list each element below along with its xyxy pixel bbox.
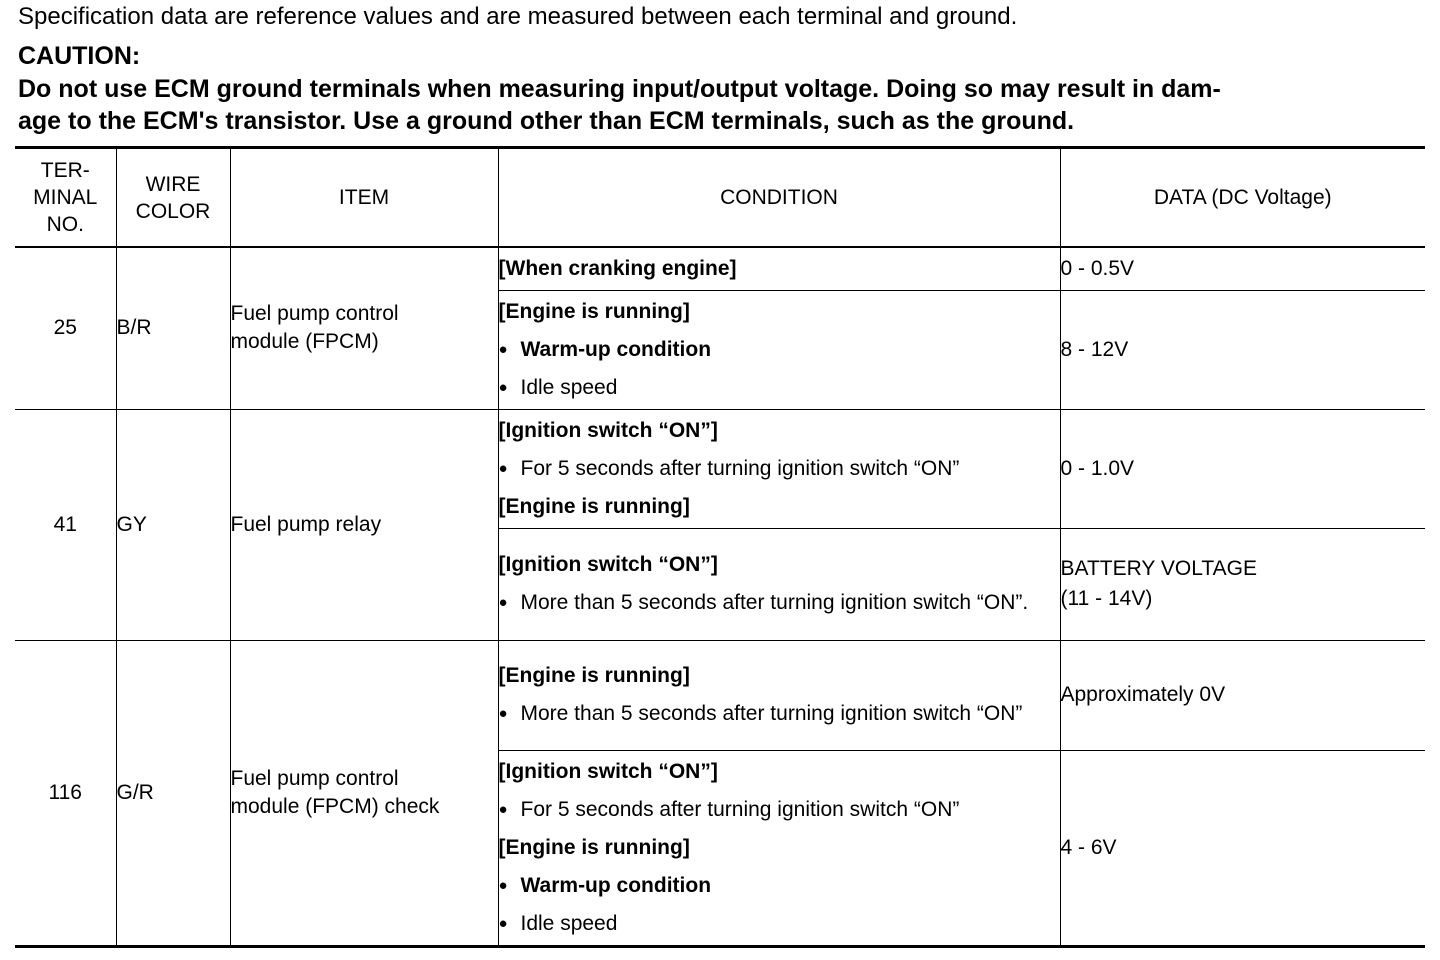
condition-bullet-text: More than 5 seconds after turning ignition switch “ON”. [520,591,1029,614]
condition-cell [498,750,1060,946]
table-header-row [15,148,1425,248]
condition-cell [498,247,1060,290]
item-name [230,247,498,409]
data-value [1060,750,1425,946]
header-terminal-no: TER- MINAL NO. [15,148,116,248]
caution-body [18,73,1428,137]
wire-color: GY [116,409,230,640]
condition-heading: [Engine is running] [498,835,690,859]
condition-heading: [Ignition switch “ON”] [498,759,718,783]
condition-bullet-text: Warm-up condition [520,873,712,897]
bullet-icon: ● [498,705,508,722]
condition-cell [498,290,1060,409]
bullet-icon: ● [498,340,508,358]
condition-bullet [499,867,1060,905]
terminal-number: 41 [15,409,116,640]
condition-heading: [Engine is running] [498,664,690,687]
condition-bullet [499,331,1060,369]
data-line: 8 - 12V [1060,337,1129,361]
item-name [230,409,498,640]
condition-bullet-text: Idle speed [520,375,618,399]
data-line: 0 - 1.0V [1060,456,1135,480]
bullet-icon: ● [498,914,508,932]
caution-line: Do not use ECM ground terminals when measuring input/output voltage. Doing so may result in dam- [18,75,1221,103]
condition-bullet [499,584,1060,622]
bullet-icon: ● [498,876,508,894]
terminal-number: 25 [15,247,116,409]
condition-heading: [Engine is running] [498,494,690,518]
item-line: Fuel pump control [230,766,399,790]
bullet-icon: ● [498,594,508,611]
intro-text: Specification data are reference values and are measured between each terminal and ground. [18,3,1018,30]
condition-heading: [Ignition switch “ON”] [498,553,718,576]
terminal-spec-table [15,146,1425,948]
wire-color: B/R [116,247,230,409]
data-line: 4 - 6V [1060,835,1117,859]
data-line: Approximately 0V [1060,683,1226,706]
condition-bullet [499,791,1060,829]
condition-bullet [499,905,1060,943]
condition-bullet-text: Idle speed [520,911,618,935]
table-row [15,247,1425,290]
data-value [1060,290,1425,409]
condition-bullet-text: Warm-up condition [520,337,712,361]
data-line: BATTERY VOLTAGE [1060,557,1257,580]
item-line: Fuel pump control [230,302,399,326]
condition-bullet [499,450,1060,488]
condition-bullet [499,369,1060,407]
terminal-number: 116 [15,640,116,946]
caution-title: CAUTION: [18,42,141,70]
condition-bullet-text: More than 5 seconds after turning ignition switch “ON” [520,702,1023,725]
bullet-icon: ● [498,800,508,818]
condition-bullet-text: For 5 seconds after turning ignition switch “ON” [520,456,960,480]
header-condition: CONDITION [498,148,1060,248]
header-wire-color: WIRE COLOR [116,148,230,248]
condition-cell [498,640,1060,750]
table-row [15,409,1425,528]
condition-heading: [Engine is running] [498,299,690,323]
data-value [1060,247,1425,290]
item-name [230,640,498,946]
header-item: ITEM [230,148,498,248]
item-line: Fuel pump relay [230,512,382,536]
condition-heading: [When cranking engine] [498,256,737,280]
condition-cell [498,528,1060,640]
data-value [1060,528,1425,640]
item-line: module (FPCM) [230,330,379,354]
condition-cell [498,409,1060,528]
bullet-icon: ● [498,459,508,477]
caution-line: age to the ECM's transistor. Use a ground other than ECM terminals, such as the ground. [18,107,1075,135]
data-line: 0 - 0.5V [1060,256,1135,280]
bullet-icon: ● [498,378,508,396]
data-value [1060,409,1425,528]
table-row [15,640,1425,750]
condition-heading: [Ignition switch “ON”] [498,418,718,442]
condition-bullet-text: For 5 seconds after turning ignition switch “ON” [520,797,960,821]
wire-color: G/R [116,640,230,946]
header-data: DATA (DC Voltage) [1060,148,1425,248]
condition-bullet [499,695,1060,733]
data-value [1060,640,1425,750]
data-line: (11 - 14V) [1060,587,1153,610]
item-line: module (FPCM) check [230,794,440,818]
